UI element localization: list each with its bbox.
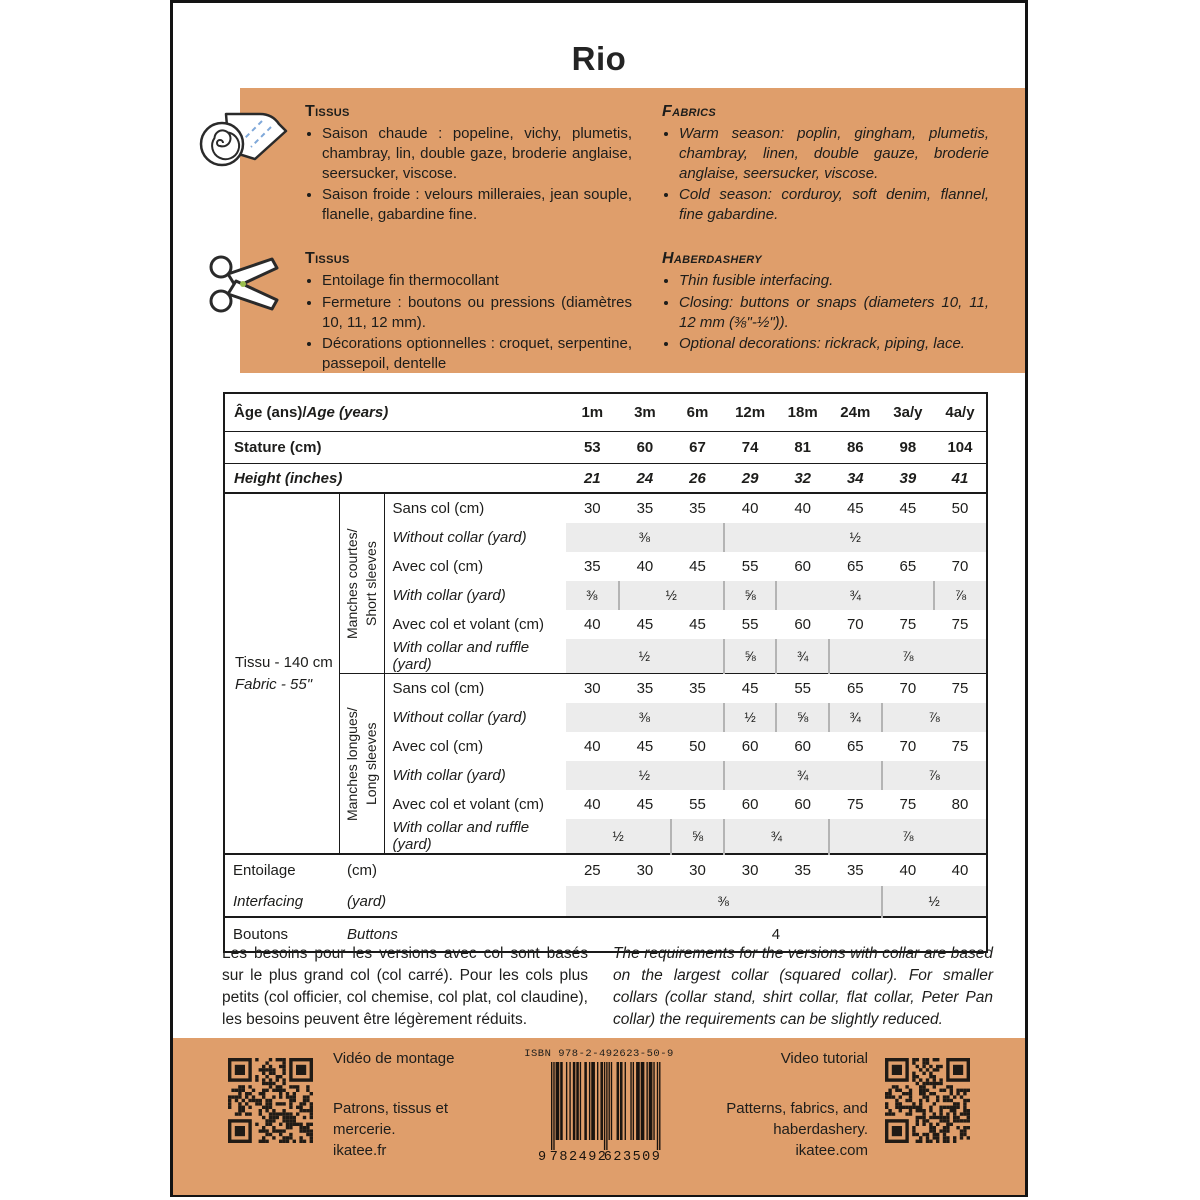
value-cell: 75 bbox=[934, 674, 987, 704]
value-cell: 40 bbox=[583, 738, 601, 755]
value-cell: 75 bbox=[899, 616, 917, 633]
table-row-height bbox=[224, 464, 987, 494]
age-row-label bbox=[224, 393, 566, 432]
long-sleeves-group-label bbox=[339, 674, 384, 855]
value-cell: 35 bbox=[776, 854, 829, 886]
yardage-cell: ¾ bbox=[829, 703, 882, 732]
buttons-label-fr: Boutons bbox=[224, 917, 339, 952]
buttons-label-en: Buttons bbox=[339, 917, 566, 952]
age-label-fr: Âge (ans)/ bbox=[234, 404, 307, 421]
stature-cell: 74 bbox=[724, 432, 777, 464]
age-cell: 24m bbox=[829, 393, 882, 432]
height-cell: 21 bbox=[566, 464, 619, 494]
value-cell: 70 bbox=[899, 738, 917, 755]
yardage-cell: ⅝ bbox=[724, 639, 777, 674]
yardage-cell: ½ bbox=[566, 761, 724, 790]
notions-section-en bbox=[662, 250, 989, 376]
value-cell: 45 bbox=[689, 558, 706, 575]
fabric-width-fr: Tissu - 140 cm bbox=[235, 653, 333, 671]
value-cell: 45 bbox=[846, 500, 864, 517]
value-cell: 30 bbox=[566, 674, 619, 704]
value-cell: 75 bbox=[951, 616, 969, 633]
value-cell: 60 bbox=[794, 796, 812, 813]
age-label-en: Age (years) bbox=[306, 404, 389, 421]
svg-text:623509: 623509 bbox=[603, 1150, 662, 1164]
value-cell: 45 bbox=[689, 616, 706, 633]
notions-list-en bbox=[662, 271, 989, 354]
row-label: With collar (yard) bbox=[392, 587, 506, 604]
yardage-cell: ⅜ bbox=[566, 703, 724, 732]
scissors-icon bbox=[206, 246, 282, 327]
list-item: • Cold season: corduroy, soft denim, flannel, fine gabardine. bbox=[679, 185, 989, 225]
yardage-cell: ⅞ bbox=[882, 761, 987, 790]
list-item: • Entoilage fin thermocollant bbox=[322, 271, 632, 291]
value-cell: 45 bbox=[636, 796, 654, 813]
stature-cell: 60 bbox=[619, 432, 672, 464]
value-cell: 45 bbox=[636, 616, 654, 633]
value-cell: 35 bbox=[689, 500, 706, 517]
yardage-cell: ¾ bbox=[724, 761, 882, 790]
svg-text:782492: 782492 bbox=[549, 1150, 608, 1164]
stature-row-label: Stature (cm) bbox=[224, 432, 566, 464]
value-cell: 35 bbox=[583, 558, 601, 575]
long-sleeves-fr: Manches longues/ bbox=[343, 706, 360, 821]
value-cell: 50 bbox=[689, 738, 706, 755]
age-cell: 4a/y bbox=[934, 393, 987, 432]
value-cell: 25 bbox=[566, 854, 619, 886]
short-sleeves-fr: Manches courtes/ bbox=[343, 528, 360, 639]
row-label: Avec col (cm) bbox=[392, 738, 484, 755]
url-en: ikatee.com bbox=[795, 1142, 868, 1159]
value-cell: 30 bbox=[583, 500, 601, 517]
interfacing-label-en: Interfacing bbox=[233, 892, 304, 910]
notions-heading-fr: Tissus bbox=[305, 249, 350, 267]
value-cell: 65 bbox=[899, 558, 917, 575]
value-cell: 55 bbox=[689, 796, 706, 813]
value-cell: 65 bbox=[846, 738, 864, 755]
stature-cell: 104 bbox=[934, 432, 987, 464]
fabric-width-label bbox=[224, 493, 339, 854]
height-cell: 32 bbox=[776, 464, 829, 494]
value-cell: 55 bbox=[741, 558, 759, 575]
value-cell: 30 bbox=[724, 854, 777, 886]
row-label: Without collar (yard) bbox=[392, 709, 527, 726]
value-cell: 75 bbox=[846, 796, 864, 813]
value-cell: 35 bbox=[829, 854, 882, 886]
yardage-cell: ½ bbox=[619, 581, 724, 610]
value-cell: 60 bbox=[741, 796, 759, 813]
yardage-cell: ½ bbox=[882, 886, 987, 917]
page-title: Rio bbox=[571, 40, 627, 77]
value-cell: 40 bbox=[934, 854, 987, 886]
row-label: With collar (yard) bbox=[392, 767, 506, 784]
height-cell: 34 bbox=[829, 464, 882, 494]
value-cell: 40 bbox=[636, 558, 654, 575]
value-cell: 55 bbox=[741, 616, 759, 633]
interfacing-label-fr: Entoilage bbox=[224, 854, 339, 886]
value-cell: 75 bbox=[899, 796, 917, 813]
value-cell: 35 bbox=[671, 674, 724, 704]
age-cell: 18m bbox=[776, 393, 829, 432]
value-cell: 40 bbox=[583, 616, 601, 633]
interfacing-unit-yd: (yard) bbox=[347, 892, 387, 910]
table-row-interfacing-yard bbox=[224, 886, 987, 917]
fabrics-section-en bbox=[662, 103, 989, 227]
stature-cell: 81 bbox=[776, 432, 829, 464]
row-label: Sans col (cm) bbox=[392, 500, 485, 517]
ean-barcode bbox=[537, 1062, 665, 1169]
age-cell: 12m bbox=[724, 393, 777, 432]
value-cell: 65 bbox=[829, 674, 882, 704]
value-cell: 40 bbox=[794, 500, 812, 517]
yardage-cell: ⅞ bbox=[882, 703, 987, 732]
fabric-roll-icon bbox=[196, 106, 288, 179]
size-requirements-table bbox=[223, 392, 988, 953]
notions-heading-en: Haberdashery bbox=[662, 249, 762, 267]
row-label: Avec col et volant (cm) bbox=[392, 796, 544, 813]
table-row-long-sans-col bbox=[224, 674, 987, 704]
long-sleeves-en: Long sleeves bbox=[362, 722, 379, 805]
collar-note-fr: Les besoins pour les versions avec col sont basés sur le plus grand col (col carré). Pour les cols plus petits (col officier, col chemise, col plat, col claudine), les besoins peuvent être légèrement réduits. bbox=[222, 945, 588, 1028]
footer-bar bbox=[173, 1038, 1025, 1195]
value-cell: 70 bbox=[882, 674, 935, 704]
yardage-cell: ½ bbox=[566, 639, 724, 674]
yardage-cell: ⅝ bbox=[671, 819, 724, 854]
url-fr: ikatee.fr bbox=[333, 1142, 387, 1159]
short-sleeves-group-label bbox=[339, 493, 384, 674]
yardage-cell: ½ bbox=[724, 523, 987, 552]
value-cell: 70 bbox=[846, 616, 864, 633]
row-label: Avec col (cm) bbox=[392, 558, 484, 575]
yardage-cell: ½ bbox=[724, 703, 777, 732]
stature-cell: 67 bbox=[671, 432, 724, 464]
value-cell: 45 bbox=[899, 500, 917, 517]
qr-code-video-en bbox=[885, 1058, 970, 1143]
list-item: • Thin fusible interfacing. bbox=[679, 271, 989, 291]
table-row-interfacing-cm bbox=[224, 854, 987, 886]
list-item: • Fermeture : boutons ou pressions (diamètres 10, 11, 12 mm). bbox=[322, 293, 632, 333]
fabrics-heading-en: Fabrics bbox=[662, 103, 717, 120]
yardage-cell: ⅝ bbox=[724, 581, 777, 610]
list-item: • Optional decorations: rickrack, piping, lace. bbox=[679, 334, 989, 354]
list-item: • Saison froide : velours milleraies, jean souple, flanelle, gabardine fine. bbox=[322, 185, 632, 225]
yardage-cell: ⅜ bbox=[566, 523, 724, 552]
value-cell: 75 bbox=[951, 738, 969, 755]
row-label: Without collar (yard) bbox=[392, 529, 527, 546]
row-label: Avec col et volant (cm) bbox=[392, 616, 544, 633]
value-cell: 60 bbox=[794, 616, 812, 633]
yardage-cell: ⅜ bbox=[566, 581, 619, 610]
stature-cell: 53 bbox=[566, 432, 619, 464]
value-cell: 30 bbox=[671, 854, 724, 886]
value-cell: 60 bbox=[794, 738, 812, 755]
fabrics-list-en bbox=[662, 124, 989, 225]
height-cell: 26 bbox=[671, 464, 724, 494]
table-row-short-sans-col bbox=[224, 493, 987, 523]
value-cell: 45 bbox=[724, 674, 777, 704]
interfacing-unit-cm: (cm) bbox=[339, 854, 566, 886]
height-cell: 24 bbox=[619, 464, 672, 494]
height-row-label: Height (inches) bbox=[224, 464, 566, 494]
value-cell: 40 bbox=[882, 854, 935, 886]
value-cell: 65 bbox=[846, 558, 864, 575]
list-item: • Décorations optionnelles : croquet, serpentine, passepoil, dentelle bbox=[322, 334, 632, 374]
height-cell: 29 bbox=[724, 464, 777, 494]
fabrics-list-fr bbox=[305, 124, 632, 225]
value-cell: 60 bbox=[741, 738, 759, 755]
value-cell: 45 bbox=[636, 738, 654, 755]
yardage-cell: ¾ bbox=[776, 581, 934, 610]
yardage-cell: ⅜ bbox=[566, 886, 882, 917]
row-label: Sans col (cm) bbox=[384, 674, 566, 704]
value-cell: 55 bbox=[776, 674, 829, 704]
yardage-cell: ⅞ bbox=[829, 639, 987, 674]
value-cell: 60 bbox=[794, 558, 812, 575]
height-cell: 41 bbox=[934, 464, 987, 494]
age-cell: 1m bbox=[566, 393, 619, 432]
value-cell: 40 bbox=[741, 500, 759, 517]
table-row-stature bbox=[224, 432, 987, 464]
fabrics-heading-fr: Tissus bbox=[305, 103, 350, 120]
tagline-en bbox=[703, 1098, 868, 1161]
value-cell: 40 bbox=[583, 796, 601, 813]
isbn-text: ISBN 978-2-492623-50-9 bbox=[524, 1048, 674, 1060]
height-cell: 39 bbox=[882, 464, 935, 494]
collar-note-en: The requirements for the versions with collar are based on the largest collar (squared collar). For smaller collars (collar stand, shirt collar, flat collar, Peter Pan collar) the requirements can be slightly reduced. bbox=[613, 945, 993, 1028]
yardage-cell: ¾ bbox=[724, 819, 829, 854]
row-label: With collar and ruffle (yard) bbox=[392, 819, 530, 853]
yardage-cell: ½ bbox=[566, 819, 671, 854]
fabric-width-en: Fabric - 55" bbox=[235, 675, 313, 693]
yardage-cell: ⅝ bbox=[776, 703, 829, 732]
qr-code-video-fr bbox=[228, 1058, 313, 1143]
value-cell: 35 bbox=[619, 674, 672, 704]
age-cell: 6m bbox=[671, 393, 724, 432]
stature-cell: 86 bbox=[829, 432, 882, 464]
value-cell: 70 bbox=[951, 558, 969, 575]
svg-text:9: 9 bbox=[538, 1150, 548, 1164]
video-label-fr: Vidéo de montage bbox=[333, 1050, 455, 1067]
age-cell: 3a/y bbox=[882, 393, 935, 432]
table-row-age bbox=[224, 393, 987, 432]
value-cell: 30 bbox=[619, 854, 672, 886]
yardage-cell: ¾ bbox=[776, 639, 829, 674]
list-item: • Warm season: poplin, gingham, plumetis, chambray, linen, double gauze, broderie anglaise, seersucker, viscose. bbox=[679, 124, 989, 183]
list-item: • Saison chaude : popeline, vichy, plumetis, chambray, lin, double gaze, broderie anglaise, seersucker, viscose. bbox=[322, 124, 632, 183]
buttons-count: 4 bbox=[566, 917, 987, 952]
notions-section-fr bbox=[305, 250, 632, 376]
value-cell: 35 bbox=[636, 500, 654, 517]
yardage-cell: ⅞ bbox=[829, 819, 987, 854]
tagline-text-en: Patterns, fabrics, and haberdashery. bbox=[726, 1100, 868, 1138]
notions-list-fr bbox=[305, 271, 632, 374]
list-item: • Closing: buttons or snaps (diameters 10, 11, 12 mm (⅜"-½")). bbox=[679, 293, 989, 333]
tagline-text-fr: Patrons, tissus et mercerie. bbox=[333, 1100, 449, 1138]
yardage-cell: ⅞ bbox=[934, 581, 987, 610]
age-cell: 3m bbox=[619, 393, 672, 432]
materials-info-box bbox=[240, 88, 1025, 373]
stature-cell: 98 bbox=[882, 432, 935, 464]
value-cell: 80 bbox=[951, 796, 969, 813]
short-sleeves-en: Short sleeves bbox=[362, 541, 379, 626]
fabrics-section-fr bbox=[305, 103, 632, 227]
tagline-fr bbox=[333, 1098, 465, 1161]
row-label: With collar and ruffle (yard) bbox=[392, 639, 530, 673]
value-cell: 50 bbox=[951, 500, 969, 517]
video-label-en: Video tutorial bbox=[780, 1050, 868, 1067]
